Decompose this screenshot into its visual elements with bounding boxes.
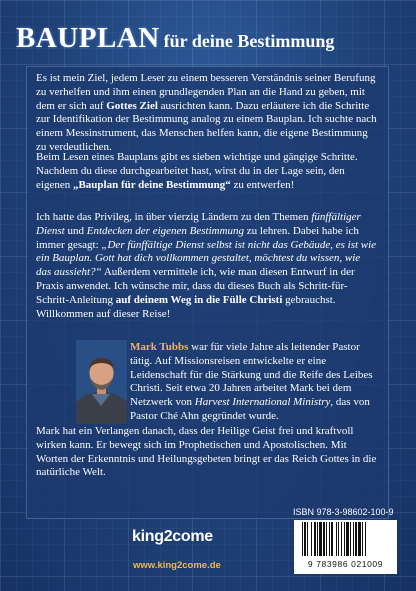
intro-text-a: Es ist mein Ziel, jedem Leser zu einem besseren Verständnis seiner Berufung zu verhelfen und ihm einen grundlegenden Plan an die Hand zu geben, mit dem er sich auf (36, 72, 376, 112)
author-mission-text: Mark hat ein Verlangen danach, dass der Heilige Geist frei und kraftvoll wirken kann. Er bewegt sich im Prophetischen und Apostolischen. Mit Worten der Erkenntnis und Heilungsgebeten bringt er das Reich Gottes in die natürliche Welt. (36, 425, 377, 479)
author-network: Harvest International Ministry (194, 396, 331, 409)
privilege-text-a: Ich hatte das Privileg, in über vierzig Ländern zu den Themen (36, 211, 312, 223)
privilege-text-c: zu lehren. Dabei habe ich immer gesagt: (36, 224, 359, 251)
barcode-bars (294, 522, 397, 562)
privilege-paragraph (36, 211, 378, 321)
author-text-a: war für viele Jahre als leitender Pastor tätig. Auf Missionsreisen entwickelte er eine Leidenschaft für die Stärkung und die Reife des Leibes Christi. Seit etwa 20 Jahren arbeitet Mark bei dem Netzwerk von (130, 341, 373, 409)
intro-text-b: ausrichten kann. Dazu erläutere ich die Schritte zur Identifikation der Bestimmung analog zu einem Bauplan. Ich suchte nach einem Messinstrument, das Menschen helfen kann, die eigene Bestimmung zu verdeutlichen. (36, 99, 377, 153)
isbn-label: ISBN 978-3-98602-100-9 (293, 507, 394, 517)
cover-title (16, 22, 334, 55)
author-text-b: , das von Pastor Ché Ahn gegründet wurde. (130, 396, 370, 422)
privilege-text-e: gebrauchst. Willkommen auf dieser Reise! (36, 293, 336, 320)
steps-paragraph (36, 151, 378, 192)
steps-emphasis: „Bauplan für deine Bestimmung“ (72, 178, 231, 191)
publisher-logo-text: king2come (132, 528, 213, 545)
intro-paragraph (36, 72, 378, 155)
privilege-text-d: Außerdem vermittele ich, wie man diesen Entwurf in der Praxis anwendet. Ich wünsche mir, dass du dieses Buch als Schritt-für-Schritt-Anleitung (36, 266, 355, 306)
title-subtitle: für deine Bestimmung (163, 31, 335, 51)
privilege-italic-a: fünffältiger Dienst (36, 211, 361, 237)
privilege-quote: „Der fünffältige Dienst selbst ist nicht das Gebäude, es ist wie ein Bauplan. Gott hat dich vollkommen gestaltet, möchtest du wissen, wie das aussieht?“ (36, 238, 377, 279)
author-photo (76, 340, 127, 424)
author-mission-paragraph (36, 425, 378, 480)
title-bauplan: BAUPLAN (16, 22, 160, 54)
privilege-emphasis: auf deinem Weg in die Fülle Christi (115, 293, 283, 306)
privilege-text-b: und (64, 224, 87, 237)
publisher-url: www.king2come.de (133, 560, 221, 571)
publisher-logo (132, 528, 222, 564)
author-bio (130, 341, 380, 424)
steps-text-b: zu entwerfen! (230, 178, 295, 191)
barcode-digits: 9 783986 021009 (307, 559, 384, 569)
author-name: Mark Tubbs (130, 341, 189, 353)
steps-text-a: Beim Lesen eines Bauplans gibt es sieben wichtige und gängige Schritte. Nachdem du diese durchgearbeitet hast, wirst du in der Lage sein, den eigenen (36, 151, 358, 191)
privilege-italic-b: Entdecken der eigenen Bestimmung (86, 224, 245, 237)
intro-emphasis: Gottes Ziel (106, 99, 158, 112)
